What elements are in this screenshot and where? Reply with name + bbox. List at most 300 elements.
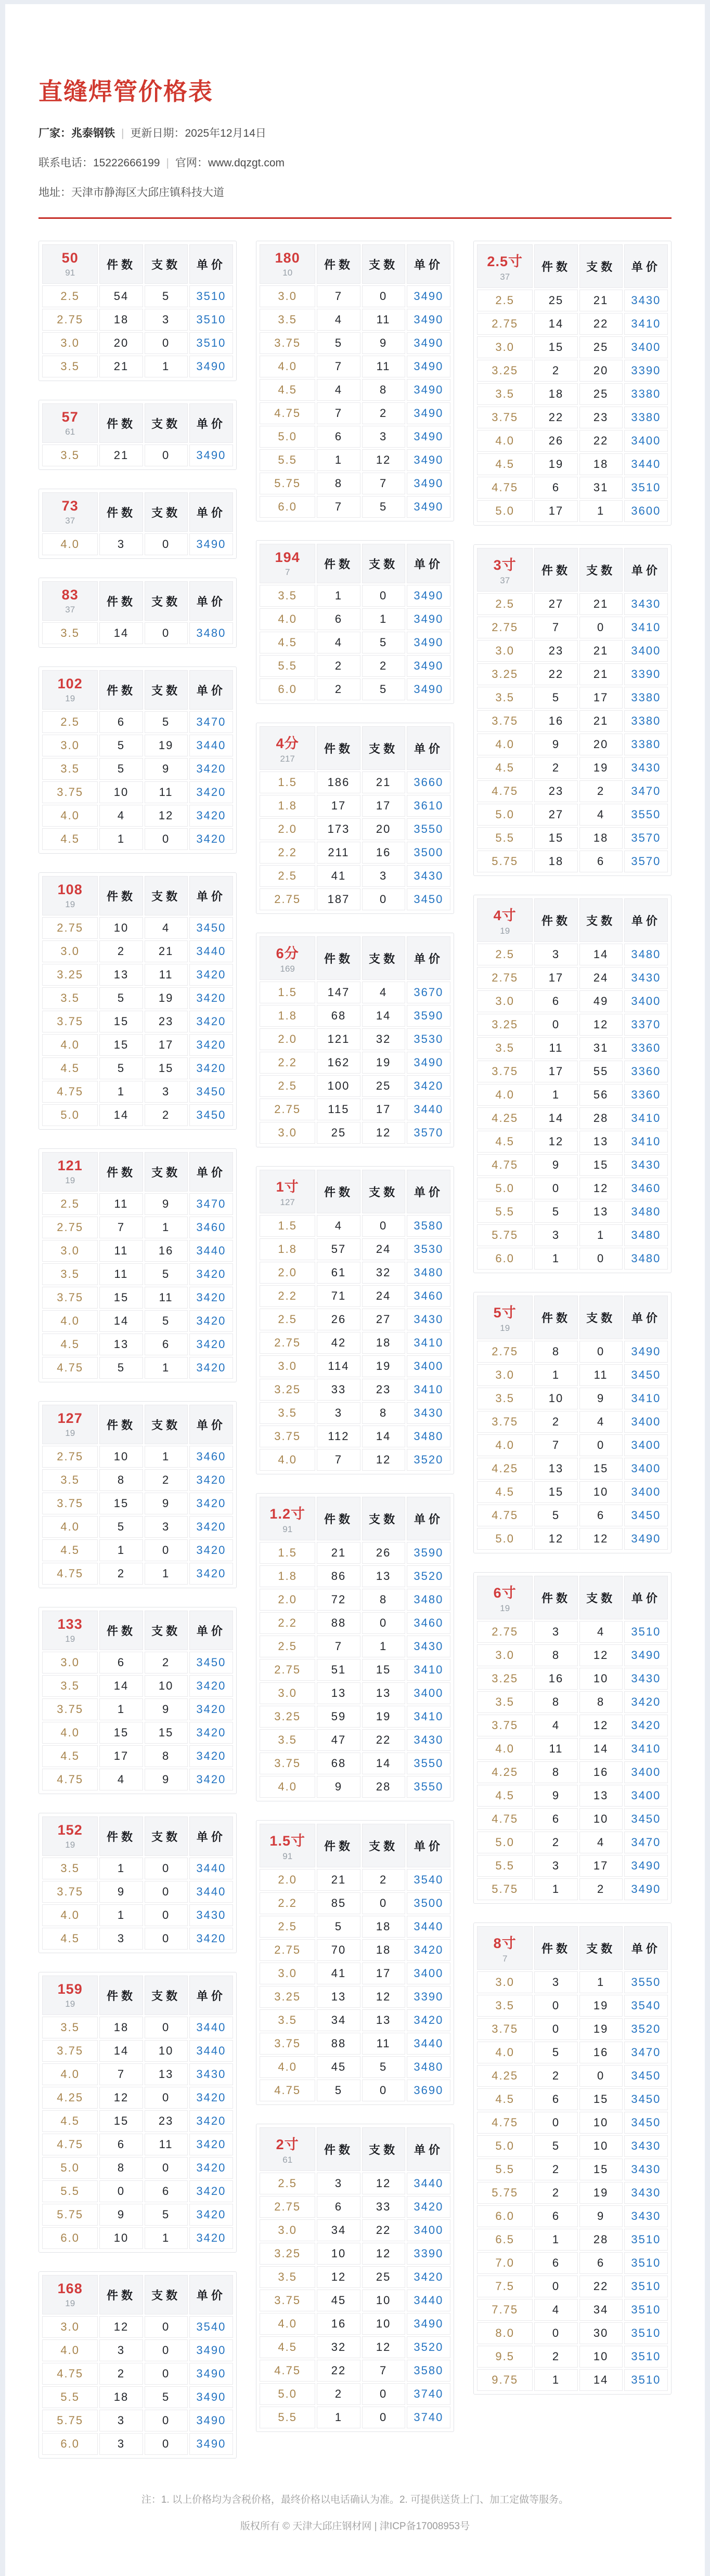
price-table-2-4 xyxy=(256,933,454,1147)
price-cell: 3450 xyxy=(189,1081,233,1103)
price-cell: 3380 xyxy=(624,734,668,755)
header-price: 单价 xyxy=(189,581,233,621)
price-cell: 3450 xyxy=(624,1505,668,1526)
thickness-cell: 3.0 xyxy=(260,1682,315,1704)
price-cell: 3420 xyxy=(407,2009,450,2031)
price-cell: 3490 xyxy=(189,2363,233,2385)
pipe-size-sub: 19 xyxy=(65,694,75,703)
thickness-cell: 2.5 xyxy=(260,1075,315,1097)
price-cell: 3490 xyxy=(407,496,450,518)
table-row xyxy=(477,663,668,685)
pieces-cell: 3 xyxy=(99,1928,143,1950)
table-row xyxy=(477,407,668,428)
pipe-size-cell xyxy=(260,1170,315,1213)
pieces-cell: 12 xyxy=(317,2266,360,2288)
sticks-cell: 12 xyxy=(579,1715,623,1736)
pieces-cell: 2 xyxy=(317,678,360,700)
price-cell: 3440 xyxy=(189,2017,233,2038)
updated-value: 2025年12月14日 xyxy=(185,127,266,139)
thickness-cell: 3.75 xyxy=(42,1698,98,1720)
sticks-cell: 5 xyxy=(362,632,405,653)
sticks-cell: 26 xyxy=(362,1542,405,1564)
pieces-cell: 18 xyxy=(99,2386,143,2408)
table-row xyxy=(477,477,668,499)
pieces-cell: 47 xyxy=(317,1729,360,1751)
price-cell: 3400 xyxy=(407,2219,450,2241)
table-row xyxy=(477,2182,668,2204)
thickness-cell: 3.0 xyxy=(477,336,533,358)
sticks-cell: 28 xyxy=(362,1776,405,1798)
sticks-cell: 5 xyxy=(145,711,188,733)
price-cell: 3440 xyxy=(407,2173,450,2194)
sticks-cell: 0 xyxy=(145,2410,188,2431)
header-pieces: 件数 xyxy=(317,1824,360,1867)
price-cell: 3490 xyxy=(407,379,450,401)
sticks-cell: 12 xyxy=(579,1528,623,1550)
thickness-cell: 4.75 xyxy=(477,1505,533,1526)
pieces-cell: 2 xyxy=(99,940,143,962)
price-cell: 3450 xyxy=(407,888,450,910)
thickness-cell: 3.0 xyxy=(42,940,98,962)
thickness-cell: 4.75 xyxy=(477,2112,533,2134)
header-pieces: 件数 xyxy=(317,936,360,980)
price-cell: 3490 xyxy=(407,309,450,331)
thickness-cell: 5.5 xyxy=(477,1855,533,1877)
table-row xyxy=(42,1904,233,1926)
sticks-cell: 5 xyxy=(362,2056,405,2078)
pieces-cell: 3 xyxy=(534,1855,577,1877)
table-row xyxy=(477,1178,668,1199)
pieces-cell: 17 xyxy=(99,1745,143,1767)
table-row xyxy=(477,453,668,475)
pieces-cell: 12 xyxy=(99,2316,143,2338)
pieces-cell: 5 xyxy=(534,1505,577,1526)
pipe-size: 1寸 xyxy=(276,1179,299,1195)
price-cell: 3430 xyxy=(624,967,668,989)
thickness-cell: 4.5 xyxy=(42,1539,98,1561)
pieces-cell: 14 xyxy=(99,1104,143,1126)
pieces-cell: 12 xyxy=(534,1528,577,1550)
price-cell: 3540 xyxy=(624,1995,668,2017)
table-row xyxy=(260,1426,450,1447)
price-cell: 3410 xyxy=(407,1659,450,1681)
pieces-cell: 3 xyxy=(99,2339,143,2361)
price-cell: 3450 xyxy=(189,1104,233,1126)
thickness-cell: 8.0 xyxy=(477,2322,533,2344)
pipe-size: 108 xyxy=(57,882,83,897)
sticks-cell: 5 xyxy=(362,678,405,700)
table-row xyxy=(42,1263,233,1285)
pipe-size-cell xyxy=(42,492,98,532)
pieces-cell: 4 xyxy=(534,1715,577,1736)
sticks-cell: 10 xyxy=(579,1481,623,1503)
sticks-cell: 23 xyxy=(579,407,623,428)
pipe-size: 4分 xyxy=(276,736,299,751)
sticks-cell: 1 xyxy=(579,500,623,522)
sticks-cell: 0 xyxy=(145,2433,188,2455)
thickness-cell: 3.75 xyxy=(477,710,533,732)
header-price: 单价 xyxy=(624,1296,668,1339)
sticks-cell: 13 xyxy=(362,1682,405,1704)
sticks-cell: 16 xyxy=(579,1761,623,1783)
pipe-size: 8寸 xyxy=(493,1936,517,1951)
pieces-cell: 10 xyxy=(534,1388,577,1409)
thickness-cell: 4.75 xyxy=(477,1808,533,1830)
sticks-cell: 1 xyxy=(145,1217,188,1238)
pipe-size: 159 xyxy=(57,1981,83,1997)
address-label: 地址： xyxy=(38,187,71,199)
table-row xyxy=(260,1122,450,1144)
sticks-cell: 3 xyxy=(362,426,405,448)
price-cell: 3410 xyxy=(407,1332,450,1354)
table-row xyxy=(42,1928,233,1950)
pieces-cell: 15 xyxy=(534,336,577,358)
sticks-cell: 31 xyxy=(579,1037,623,1059)
pieces-cell: 14 xyxy=(534,313,577,335)
pieces-cell: 11 xyxy=(534,1738,577,1760)
pieces-cell: 11 xyxy=(99,1240,143,1262)
sticks-cell: 4 xyxy=(145,917,188,939)
pieces-cell: 68 xyxy=(317,1005,360,1027)
sticks-cell: 10 xyxy=(579,2112,623,2134)
thickness-cell: 2.75 xyxy=(477,617,533,638)
price-cell: 3420 xyxy=(189,2087,233,2109)
thickness-cell: 2.2 xyxy=(260,1285,315,1307)
pieces-cell: 0 xyxy=(99,2180,143,2202)
sticks-cell: 14 xyxy=(362,1426,405,1447)
thickness-cell: 3.75 xyxy=(260,332,315,354)
thickness-cell: 4.0 xyxy=(260,2313,315,2335)
price-cell: 3420 xyxy=(189,1333,233,1355)
price-cell: 3420 xyxy=(407,2266,450,2288)
price-cell: 3430 xyxy=(624,1154,668,1176)
header-sticks: 支数 xyxy=(362,936,405,980)
pieces-cell: 6 xyxy=(534,2252,577,2274)
pieces-cell: 32 xyxy=(317,2336,360,2358)
thickness-cell: 5.5 xyxy=(477,2159,533,2180)
table-header-row xyxy=(260,244,450,284)
thickness-cell: 4.0 xyxy=(477,734,533,755)
table-row xyxy=(260,795,450,817)
sticks-cell: 1 xyxy=(145,1357,188,1379)
header-price: 单价 xyxy=(189,1816,233,1856)
table-header-row xyxy=(42,1611,233,1650)
price-cell: 3490 xyxy=(189,356,233,377)
sticks-cell: 0 xyxy=(362,2407,405,2428)
pipe-size: 50 xyxy=(61,250,79,266)
thickness-cell: 3.5 xyxy=(477,1037,533,1059)
thickness-cell: 3.5 xyxy=(42,444,98,466)
table-row xyxy=(42,2180,233,2202)
price-cell: 3470 xyxy=(189,1193,233,1215)
table-header-row xyxy=(477,548,668,592)
sticks-cell: 2 xyxy=(579,780,623,802)
pieces-cell: 5 xyxy=(99,987,143,1009)
table-header-row xyxy=(260,936,450,980)
price-table-1-10 xyxy=(38,1813,237,1953)
header-price: 单价 xyxy=(407,2127,450,2171)
thickness-cell: 3.25 xyxy=(477,1014,533,1036)
pieces-cell: 13 xyxy=(317,1986,360,2008)
sticks-cell: 21 xyxy=(579,710,623,732)
pieces-cell: 18 xyxy=(534,851,577,872)
pieces-cell: 51 xyxy=(317,1659,360,1681)
table-row xyxy=(42,1310,233,1332)
pieces-cell: 6 xyxy=(317,2196,360,2218)
price-cell: 3510 xyxy=(624,2252,668,2274)
thickness-cell: 5.75 xyxy=(42,2204,98,2226)
price-cell: 3480 xyxy=(407,1426,450,1447)
pipe-size-sub: 37 xyxy=(65,516,75,526)
header-sticks: 支数 xyxy=(362,1170,405,1213)
price-table-2-6 xyxy=(256,1493,454,1801)
pieces-cell: 12 xyxy=(534,1131,577,1153)
table-row xyxy=(477,2322,668,2344)
header-sticks: 支数 xyxy=(579,1296,623,1339)
price-table-2-2 xyxy=(256,540,454,704)
thickness-cell: 4.5 xyxy=(477,757,533,779)
thickness-cell: 3.5 xyxy=(477,1691,533,1713)
header-divider xyxy=(38,217,672,219)
thickness-cell: 3.5 xyxy=(42,1469,98,1491)
table-row xyxy=(260,818,450,840)
price-cell: 3420 xyxy=(407,1939,450,1961)
thickness-cell: 3.0 xyxy=(477,640,533,662)
price-cell: 3480 xyxy=(624,944,668,965)
sticks-cell: 12 xyxy=(579,1644,623,1666)
price-cell: 3570 xyxy=(624,827,668,849)
thickness-cell: 3.0 xyxy=(42,1652,98,1673)
table-row xyxy=(260,1659,450,1681)
price-cell: 3450 xyxy=(624,2065,668,2087)
pipe-size: 168 xyxy=(57,2281,83,2296)
thickness-cell: 3.25 xyxy=(260,1986,315,2008)
price-cell: 3610 xyxy=(407,795,450,817)
sticks-cell: 8 xyxy=(145,1745,188,1767)
sticks-cell: 10 xyxy=(362,2313,405,2335)
pipe-size-cell xyxy=(477,1296,533,1339)
pieces-cell: 68 xyxy=(317,1753,360,1774)
pieces-cell: 8 xyxy=(534,1761,577,1783)
thickness-cell: 5.75 xyxy=(477,1878,533,1900)
thickness-cell: 4.75 xyxy=(260,2080,315,2101)
pieces-cell: 186 xyxy=(317,772,360,793)
thickness-cell: 4.5 xyxy=(42,828,98,850)
thickness-cell: 4.5 xyxy=(477,453,533,475)
thickness-cell: 4.5 xyxy=(477,1131,533,1153)
table-row xyxy=(260,1075,450,1097)
price-cell: 3430 xyxy=(407,1729,450,1751)
pieces-cell: 6 xyxy=(534,990,577,1012)
pieces-cell: 7 xyxy=(317,402,360,424)
table-row xyxy=(260,1379,450,1401)
pieces-cell: 7 xyxy=(317,1449,360,1471)
pieces-cell: 45 xyxy=(317,2290,360,2311)
table-row xyxy=(260,888,450,910)
pieces-cell: 10 xyxy=(99,2227,143,2249)
thickness-cell: 4.5 xyxy=(42,1333,98,1355)
pipe-size-cell xyxy=(42,1405,98,1444)
price-cell: 3400 xyxy=(624,1785,668,1807)
header-pieces: 件数 xyxy=(317,2127,360,2171)
table-row xyxy=(477,1014,668,1036)
pieces-cell: 1 xyxy=(534,2369,577,2391)
price-cell: 3520 xyxy=(624,2018,668,2040)
table-row xyxy=(42,2063,233,2085)
pieces-cell: 1 xyxy=(317,449,360,471)
pieces-cell: 1 xyxy=(534,1878,577,1900)
sticks-cell: 1 xyxy=(362,608,405,630)
price-cell: 3420 xyxy=(189,1310,233,1332)
pieces-cell: 1 xyxy=(99,1081,143,1103)
table-row xyxy=(477,2135,668,2157)
pieces-cell: 0 xyxy=(534,2112,577,2134)
footer-note: 注：1. 以上价格均为含税价格，最终价格以电话确认为准。2. 可提供送货上门、加工定做等服务。 xyxy=(141,2494,569,2505)
sticks-cell: 3 xyxy=(362,865,405,887)
table-row xyxy=(42,444,233,466)
price-cell: 3490 xyxy=(189,2339,233,2361)
price-cell: 3420 xyxy=(189,964,233,986)
table-row xyxy=(477,734,668,755)
pieces-cell: 59 xyxy=(317,1706,360,1728)
header-pieces: 件数 xyxy=(99,1611,143,1650)
pieces-cell: 1 xyxy=(534,1364,577,1386)
phone-value: 15222666199 xyxy=(93,157,160,169)
price-cell: 3420 xyxy=(189,1563,233,1585)
sticks-cell: 14 xyxy=(579,944,623,965)
pieces-cell: 22 xyxy=(534,407,577,428)
table-row xyxy=(260,2080,450,2101)
pieces-cell: 21 xyxy=(317,1869,360,1891)
pieces-cell: 26 xyxy=(317,1309,360,1330)
pipe-size: 127 xyxy=(57,1410,83,1426)
thickness-cell: 2.75 xyxy=(260,888,315,910)
thickness-cell: 5.0 xyxy=(260,2383,315,2405)
table-header-row xyxy=(42,670,233,710)
thickness-cell: 4.75 xyxy=(477,1154,533,1176)
table-row xyxy=(477,1364,668,1386)
pieces-cell: 162 xyxy=(317,1052,360,1074)
table-row xyxy=(42,2204,233,2226)
thickness-cell: 7.0 xyxy=(477,2252,533,2274)
price-cell: 3400 xyxy=(624,1434,668,1456)
thickness-cell: 3.0 xyxy=(477,1971,533,1993)
pieces-cell: 4 xyxy=(317,379,360,401)
thickness-cell: 2.0 xyxy=(260,1028,315,1050)
sticks-cell: 1 xyxy=(579,1971,623,1993)
thickness-cell: 3.25 xyxy=(260,2243,315,2265)
thickness-cell: 4.0 xyxy=(42,1034,98,1056)
pieces-cell: 85 xyxy=(317,1892,360,1914)
sticks-cell: 22 xyxy=(579,430,623,452)
pieces-cell: 88 xyxy=(317,2033,360,2055)
price-cell: 3420 xyxy=(189,1469,233,1491)
pipe-size-cell xyxy=(260,1497,315,1540)
pieces-cell: 0 xyxy=(534,1178,577,1199)
thickness-cell: 3.5 xyxy=(260,585,315,607)
pieces-cell: 13 xyxy=(317,1682,360,1704)
sticks-cell: 9 xyxy=(145,1769,188,1790)
sticks-cell: 10 xyxy=(579,1668,623,1690)
sticks-cell: 0 xyxy=(145,2087,188,2109)
sticks-cell: 19 xyxy=(362,1052,405,1074)
sticks-cell: 5 xyxy=(145,1263,188,1285)
thickness-cell: 4.25 xyxy=(477,1107,533,1129)
sticks-cell: 2 xyxy=(362,655,405,677)
thickness-cell: 3.25 xyxy=(260,1706,315,1728)
thickness-cell: 5.5 xyxy=(477,827,533,849)
price-cell: 3480 xyxy=(624,1248,668,1270)
thickness-cell: 5.5 xyxy=(42,2386,98,2408)
pipe-size-sub: 7 xyxy=(285,567,290,577)
pieces-cell: 173 xyxy=(317,818,360,840)
table-row xyxy=(477,851,668,872)
pieces-cell: 3 xyxy=(317,2173,360,2194)
sticks-cell: 12 xyxy=(579,1014,623,1036)
price-cell: 3440 xyxy=(624,453,668,475)
pieces-cell: 6 xyxy=(534,2088,577,2110)
thickness-cell: 4.5 xyxy=(42,1928,98,1950)
thickness-cell: 2.5 xyxy=(260,1916,315,1938)
price-cell: 3420 xyxy=(189,781,233,803)
price-table xyxy=(41,669,235,852)
table-row xyxy=(42,1469,233,1491)
sticks-cell: 16 xyxy=(362,842,405,864)
table-row xyxy=(477,2018,668,2040)
pieces-cell: 8 xyxy=(534,1644,577,1666)
thickness-cell: 4.75 xyxy=(42,2134,98,2155)
header-price: 单价 xyxy=(624,1926,668,1970)
header-pieces: 件数 xyxy=(99,670,143,710)
table-row xyxy=(260,2173,450,2194)
table-row xyxy=(260,1729,450,1751)
sticks-cell: 22 xyxy=(362,2219,405,2241)
table-row xyxy=(477,1832,668,1853)
table-header-row xyxy=(42,403,233,443)
thickness-cell: 3.5 xyxy=(477,383,533,405)
header-sticks: 支数 xyxy=(145,670,188,710)
thickness-cell: 1.8 xyxy=(260,1238,315,1260)
price-cell: 3420 xyxy=(189,1011,233,1032)
table-row xyxy=(260,1939,450,1961)
table-row xyxy=(260,1285,450,1307)
price-cell: 3470 xyxy=(189,711,233,733)
table-header-row xyxy=(42,581,233,621)
sticks-cell: 2 xyxy=(145,1469,188,1491)
price-table xyxy=(475,243,669,524)
sticks-cell: 11 xyxy=(362,356,405,377)
updated-label: 更新日期： xyxy=(130,127,185,139)
price-cell: 3510 xyxy=(189,309,233,331)
table-row xyxy=(260,1753,450,1774)
header-price: 单价 xyxy=(189,1976,233,2015)
pieces-cell: 5 xyxy=(534,2042,577,2063)
table-row xyxy=(260,1238,450,1260)
sticks-cell: 15 xyxy=(579,1458,623,1480)
price-cell: 3430 xyxy=(624,757,668,779)
table-row xyxy=(477,1458,668,1480)
pieces-cell: 3 xyxy=(534,1621,577,1643)
table-row xyxy=(260,473,450,494)
sticks-cell: 0 xyxy=(145,1881,188,1903)
table-header-row xyxy=(260,1824,450,1867)
pieces-cell: 7 xyxy=(317,285,360,307)
table-header-row xyxy=(260,2127,450,2171)
pieces-cell: 9 xyxy=(534,1154,577,1176)
header-price: 单价 xyxy=(189,492,233,532)
pipe-size: 2.5寸 xyxy=(487,254,523,269)
pieces-cell: 15 xyxy=(99,1011,143,1032)
